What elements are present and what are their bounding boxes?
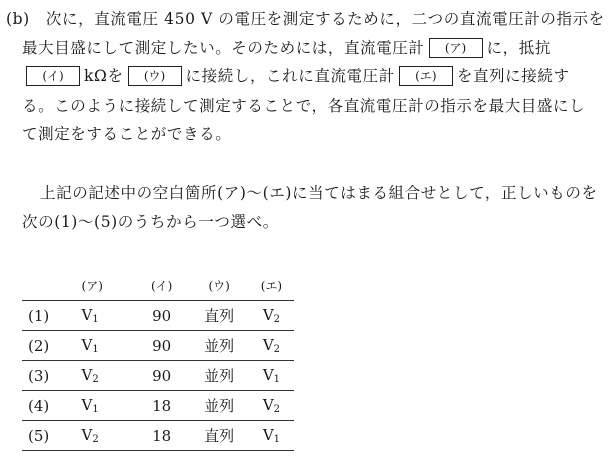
question-text: を直列に接続す	[456, 67, 570, 85]
choice-a: $V_1$	[70, 391, 134, 421]
choice-i: 18	[134, 391, 190, 421]
choice-a: $V_2$	[70, 421, 134, 451]
question-line-5: て測定をすることができる。	[22, 125, 232, 143]
choice-a: $V_2$	[70, 361, 134, 391]
choice-i: 90	[134, 331, 190, 361]
table-row[interactable]	[22, 331, 294, 361]
choice-e: $V_2$	[249, 331, 294, 361]
question-line-2	[22, 38, 551, 58]
table-row[interactable]	[22, 421, 294, 451]
choice-u: 直列	[190, 301, 249, 331]
question-text: に，抵抗	[486, 39, 551, 57]
table-row[interactable]	[22, 361, 294, 391]
choice-number: (1)	[22, 301, 70, 331]
table-row[interactable]	[22, 301, 294, 331]
choice-number: (5)	[22, 421, 70, 451]
question-text: に接続し，これに直流電圧計	[185, 67, 395, 85]
choice-e: $V_2$	[249, 391, 294, 421]
answer-table	[22, 270, 294, 451]
choice-u: 並列	[190, 331, 249, 361]
instruction-line-1: 上記の記述中の空白箇所(ア)～(エ)に当てはまる組合せとして，正しいものを	[40, 184, 598, 202]
choice-e: $V_1$	[249, 421, 294, 451]
choice-a: $V_1$	[70, 301, 134, 331]
header-a: (ア)	[70, 270, 134, 301]
choice-u: 直列	[190, 421, 249, 451]
blank-u-box: (ウ)	[128, 66, 182, 86]
choice-e: $V_1$	[249, 361, 294, 391]
choice-u: 並列	[190, 391, 249, 421]
question-line-3	[26, 66, 570, 86]
header-e: (エ)	[249, 270, 294, 301]
choice-number: (3)	[22, 361, 70, 391]
instruction-line-2: 次の(1)～(5)のうちから一つ選べ。	[22, 213, 279, 231]
choice-number: (2)	[22, 331, 70, 361]
header-i: (イ)	[134, 270, 190, 301]
blank-a-box: (ア)	[429, 38, 483, 58]
blank-i-box: (イ)	[26, 66, 80, 86]
header-u: (ウ)	[190, 270, 249, 301]
choice-i: 18	[134, 421, 190, 451]
question-line-1: (b) 次に，直流電圧 450 V の電圧を測定するために，二つの直流電圧計の指示を	[6, 10, 605, 28]
choice-i: 90	[134, 301, 190, 331]
choice-e: $V_2$	[249, 301, 294, 331]
question-text: kΩを	[84, 67, 124, 85]
question-line-4: る。このように接続して測定することで，各直流電圧計の指示を最大目盛にし	[22, 97, 586, 115]
blank-e-box: (エ)	[399, 66, 453, 86]
table-row[interactable]	[22, 391, 294, 421]
choice-i: 90	[134, 361, 190, 391]
table-header-row	[22, 270, 294, 301]
question-text: 最大目盛にして測定したい。そのためには，直流電圧計	[22, 39, 425, 57]
header-number	[22, 270, 70, 301]
choice-a: $V_1$	[70, 331, 134, 361]
choice-u: 並列	[190, 361, 249, 391]
choice-number: (4)	[22, 391, 70, 421]
